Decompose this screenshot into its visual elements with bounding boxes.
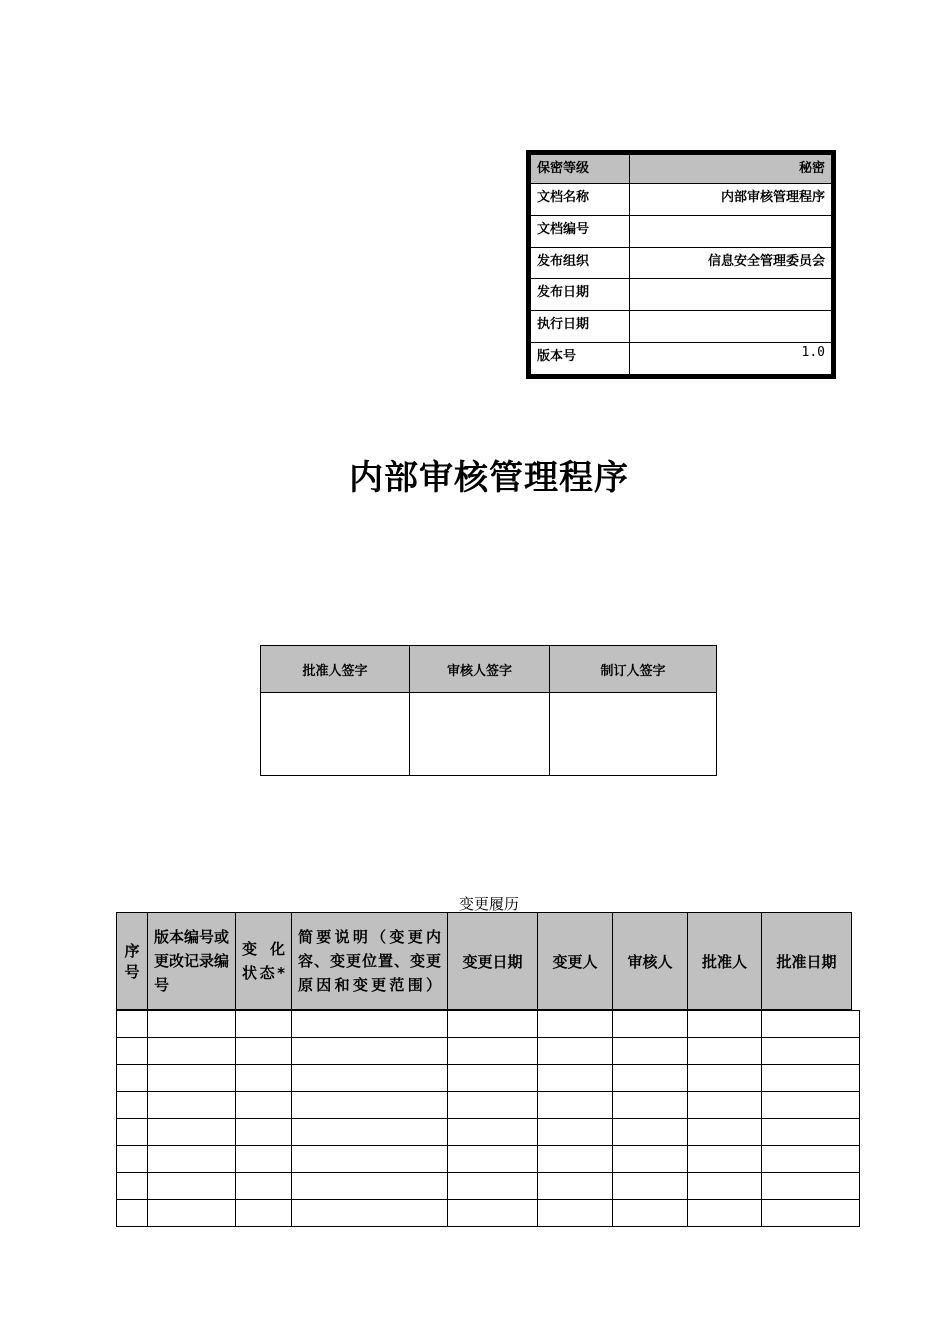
- table-row: [117, 1065, 860, 1092]
- table-cell[interactable]: [538, 1092, 613, 1119]
- table-cell[interactable]: [448, 1200, 538, 1227]
- info-value: 内部审核管理程序: [630, 184, 832, 216]
- table-row: [117, 1038, 860, 1065]
- table-cell[interactable]: [148, 1038, 236, 1065]
- table-cell[interactable]: [292, 1011, 448, 1038]
- table-cell[interactable]: [236, 1011, 292, 1038]
- info-row-confidentiality: [531, 155, 832, 184]
- table-cell[interactable]: [448, 1038, 538, 1065]
- info-label: 版本号: [531, 343, 630, 375]
- table-cell[interactable]: [538, 1173, 613, 1200]
- info-value: 1.0: [630, 343, 832, 375]
- signature-table: [260, 645, 717, 776]
- table-cell[interactable]: [236, 1065, 292, 1092]
- table-cell[interactable]: [613, 1173, 688, 1200]
- table-cell[interactable]: [117, 1146, 148, 1173]
- header-description: 简要说明（变更内容、变更位置、变更原因和变更范围）: [292, 913, 448, 1010]
- table-row: [117, 1119, 860, 1146]
- table-cell[interactable]: [148, 1146, 236, 1173]
- table-cell[interactable]: [613, 1038, 688, 1065]
- table-cell[interactable]: [117, 1092, 148, 1119]
- table-cell[interactable]: [448, 1065, 538, 1092]
- table-cell[interactable]: [292, 1173, 448, 1200]
- table-cell[interactable]: [292, 1065, 448, 1092]
- info-row-doc-number: [531, 215, 832, 247]
- info-row-publisher: [531, 247, 832, 279]
- author-signature-header: 制订人签字: [550, 646, 717, 693]
- table-cell[interactable]: [688, 1038, 762, 1065]
- table-cell[interactable]: [117, 1065, 148, 1092]
- table-cell[interactable]: [292, 1038, 448, 1065]
- info-label: 保密等级: [531, 155, 630, 184]
- table-cell[interactable]: [117, 1011, 148, 1038]
- table-row: [117, 1146, 860, 1173]
- table-cell[interactable]: [613, 1011, 688, 1038]
- info-label: 执行日期: [531, 311, 630, 343]
- table-cell[interactable]: [117, 1200, 148, 1227]
- table-cell[interactable]: [538, 1065, 613, 1092]
- table-cell[interactable]: [148, 1011, 236, 1038]
- header-approver: 批准人: [688, 913, 762, 1010]
- header-approve-date: 批准日期: [762, 913, 852, 1010]
- table-cell[interactable]: [448, 1119, 538, 1146]
- header-reviewer: 审核人: [613, 913, 688, 1010]
- table-cell[interactable]: [762, 1200, 860, 1227]
- table-cell[interactable]: [292, 1200, 448, 1227]
- table-cell[interactable]: [762, 1173, 860, 1200]
- table-cell[interactable]: [148, 1200, 236, 1227]
- table-cell[interactable]: [236, 1146, 292, 1173]
- table-cell[interactable]: [117, 1038, 148, 1065]
- table-cell[interactable]: [448, 1146, 538, 1173]
- approver-signature-cell[interactable]: [261, 693, 410, 776]
- table-cell[interactable]: [538, 1038, 613, 1065]
- author-signature-cell[interactable]: [550, 693, 717, 776]
- table-cell[interactable]: [236, 1119, 292, 1146]
- document-info-table: [530, 154, 832, 375]
- table-cell[interactable]: [762, 1146, 860, 1173]
- info-row-publish-date: [531, 279, 832, 311]
- info-label: 文档编号: [531, 215, 630, 247]
- info-value: 秘密: [630, 155, 832, 184]
- table-row: [117, 1173, 860, 1200]
- table-cell[interactable]: [762, 1119, 860, 1146]
- table-row: [117, 1092, 860, 1119]
- table-row: [117, 1200, 860, 1227]
- table-cell[interactable]: [236, 1200, 292, 1227]
- table-cell[interactable]: [148, 1119, 236, 1146]
- table-cell[interactable]: [613, 1065, 688, 1092]
- info-value: 信息安全管理委员会: [630, 247, 832, 279]
- table-cell[interactable]: [613, 1200, 688, 1227]
- header-version: 版本编号或更改记录编号: [148, 913, 236, 1010]
- table-cell[interactable]: [762, 1065, 860, 1092]
- table-cell[interactable]: [148, 1173, 236, 1200]
- document-title: 内部审核管理程序: [349, 458, 629, 498]
- header-changer: 变更人: [538, 913, 613, 1010]
- table-cell[interactable]: [538, 1011, 613, 1038]
- header-seq: 序号: [117, 913, 148, 1010]
- table-cell[interactable]: [688, 1092, 762, 1119]
- reviewer-signature-header: 审核人签字: [410, 646, 550, 693]
- table-cell[interactable]: [613, 1119, 688, 1146]
- table-cell[interactable]: [292, 1119, 448, 1146]
- table-cell[interactable]: [292, 1146, 448, 1173]
- header-status: 变化状态*: [236, 913, 292, 1010]
- table-cell[interactable]: [762, 1038, 860, 1065]
- table-cell[interactable]: [148, 1092, 236, 1119]
- header-change-date: 变更日期: [448, 913, 538, 1010]
- table-cell[interactable]: [688, 1173, 762, 1200]
- table-cell[interactable]: [236, 1038, 292, 1065]
- table-cell[interactable]: [538, 1119, 613, 1146]
- table-cell[interactable]: [688, 1200, 762, 1227]
- document-info-box: [526, 150, 836, 379]
- info-label: 发布组织: [531, 247, 630, 279]
- info-label: 文档名称: [531, 184, 630, 216]
- table-cell[interactable]: [448, 1173, 538, 1200]
- table-cell[interactable]: [148, 1065, 236, 1092]
- table-cell[interactable]: [688, 1065, 762, 1092]
- table-cell[interactable]: [762, 1011, 860, 1038]
- reviewer-signature-cell[interactable]: [410, 693, 550, 776]
- change-history-body: [116, 1010, 860, 1227]
- info-value: [630, 215, 832, 247]
- info-row-version: [531, 343, 832, 375]
- table-cell[interactable]: [688, 1146, 762, 1173]
- table-cell[interactable]: [448, 1092, 538, 1119]
- table-cell[interactable]: [688, 1119, 762, 1146]
- info-row-effective-date: [531, 311, 832, 343]
- table-cell[interactable]: [117, 1119, 148, 1146]
- info-value: [630, 279, 832, 311]
- table-cell[interactable]: [762, 1092, 860, 1119]
- approver-signature-header: 批准人签字: [261, 646, 410, 693]
- table-row: [117, 1011, 860, 1038]
- table-cell[interactable]: [538, 1200, 613, 1227]
- change-history-caption: 变更履历: [458, 895, 519, 913]
- table-cell[interactable]: [448, 1011, 538, 1038]
- table-cell[interactable]: [613, 1146, 688, 1173]
- info-value: [630, 311, 832, 343]
- info-row-doc-name: [531, 184, 832, 216]
- table-cell[interactable]: [292, 1092, 448, 1119]
- table-cell[interactable]: [236, 1092, 292, 1119]
- table-cell[interactable]: [538, 1146, 613, 1173]
- table-cell[interactable]: [236, 1173, 292, 1200]
- change-history-header: [116, 912, 852, 1010]
- table-cell[interactable]: [688, 1011, 762, 1038]
- table-cell[interactable]: [117, 1173, 148, 1200]
- table-cell[interactable]: [613, 1092, 688, 1119]
- info-label: 发布日期: [531, 279, 630, 311]
